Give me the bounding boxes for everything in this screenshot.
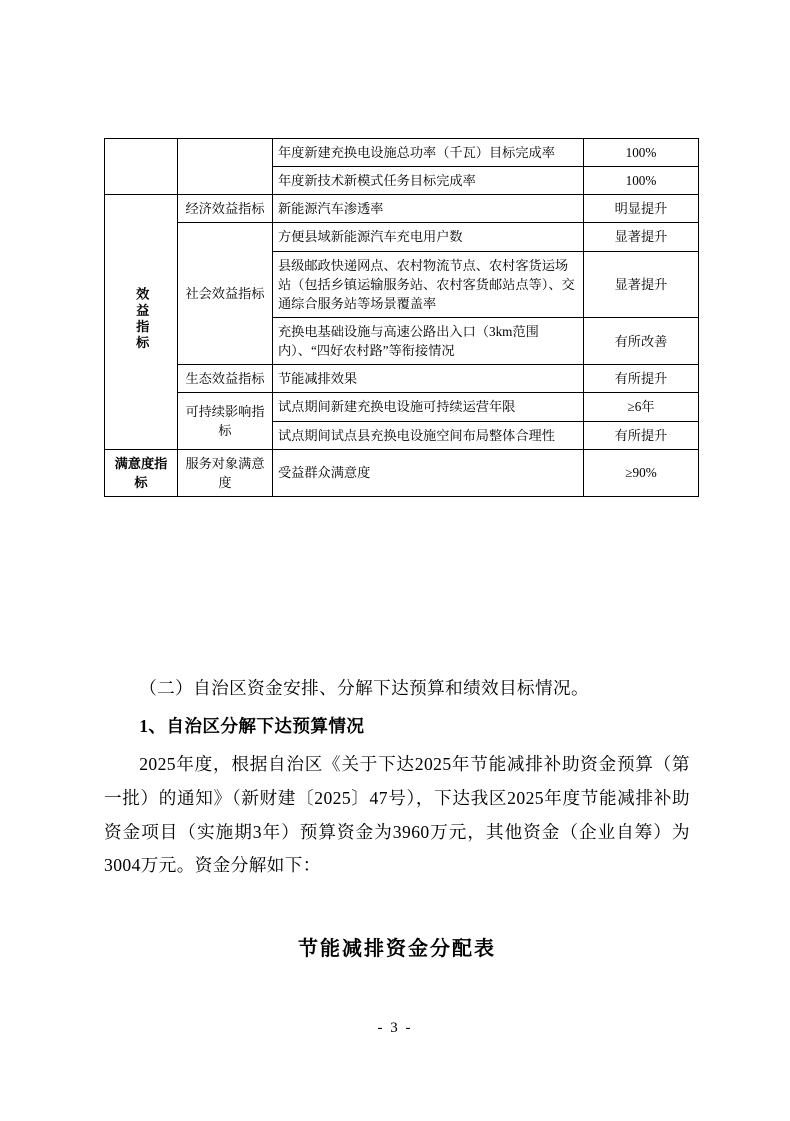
table-row	[105, 223, 699, 251]
category-economic: 经济效益指标	[178, 195, 273, 223]
group-cell-empty-top	[105, 139, 178, 195]
indicator-content: 年度新建充换电设施总功率（千瓦）目标完成率	[273, 139, 584, 167]
table-row	[105, 449, 699, 496]
indicator-content: 方便县域新能源汽车充电用户数	[273, 223, 584, 251]
indicator-value: 100%	[584, 139, 699, 167]
section-heading: （二）自治区资金安排、分解下达预算和绩效目标情况。	[139, 678, 590, 698]
table-row	[105, 195, 699, 223]
category-social: 社会效益指标	[178, 223, 273, 365]
indicator-content: 县级邮政快递网点、农村物流节点、农村客货运场站（包括乡镇运输服务站、农村客货邮站点等）、交通综合服务站等场景覆盖率	[273, 251, 584, 317]
category-ecological: 生态效益指标	[178, 365, 273, 393]
group-cell-benefit	[105, 195, 178, 449]
indicator-content: 试点期间新建充换电设施可持续运营年限	[273, 393, 584, 421]
indicator-content: 受益群众满意度	[273, 449, 584, 496]
group-label-benefit: 效益指标	[134, 287, 150, 352]
indicator-value: 有所提升	[584, 421, 699, 449]
indicator-table-container	[104, 138, 689, 497]
table-row	[105, 365, 699, 393]
indicator-table	[104, 138, 699, 497]
table-row	[105, 139, 699, 167]
indicator-value: 显著提升	[584, 223, 699, 251]
indicator-value: 显著提升	[584, 251, 699, 317]
allocation-table-title: 节能减排资金分配表	[298, 938, 496, 960]
indicator-content: 试点期间试点县充换电设施空间布局整体合理性	[273, 421, 584, 449]
indicator-value: 有所提升	[584, 365, 699, 393]
page-number: - 3 -	[377, 1020, 413, 1036]
category-cell-empty-top	[178, 139, 273, 195]
table-row	[105, 393, 699, 421]
indicator-content: 充换电基础设施与高速公路出入口（3km范围内）、“四好农村路”等衔接情况	[273, 317, 584, 364]
indicator-value: ≥6年	[584, 393, 699, 421]
group-cell-satisfaction: 满意度指标	[105, 449, 178, 496]
indicator-content: 新能源汽车渗透率	[273, 195, 584, 223]
category-sustainable: 可持续影响指标	[178, 393, 273, 449]
indicator-content: 节能减排效果	[273, 365, 584, 393]
category-service-object: 服务对象满意度	[178, 449, 273, 496]
indicator-value: 有所改善	[584, 317, 699, 364]
main-paragraph: 2025年度，根据自治区《关于下达2025年节能减排补助资金预算（第一批）的通知》（新财建〔2025〕47号），下达我区2025年度节能减排补助资金项目（实施期3年）预算资金为3960万元，其他资金（企业自筹）为3004万元。资金分解如下：	[104, 754, 690, 876]
subsection-heading: 1、自治区分解下达预算情况	[139, 716, 365, 736]
indicator-value: ≥90%	[584, 449, 699, 496]
indicator-content: 年度新技术新模式任务目标完成率	[273, 167, 584, 195]
indicator-value: 明显提升	[584, 195, 699, 223]
indicator-value: 100%	[584, 167, 699, 195]
